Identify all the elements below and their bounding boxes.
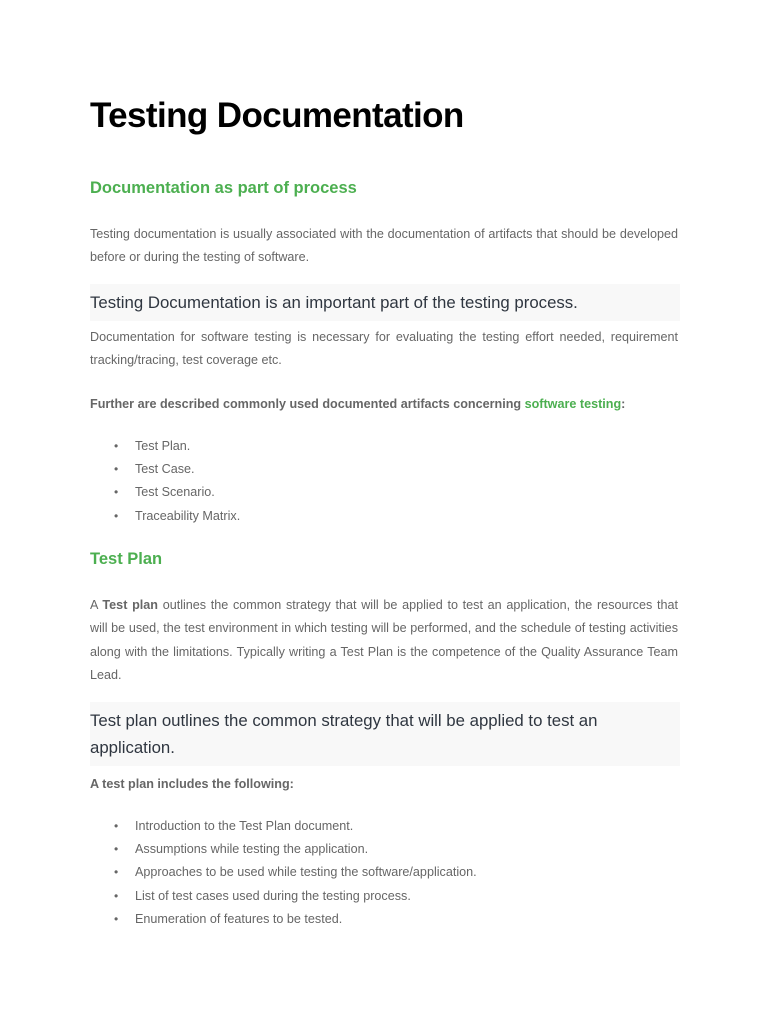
list-item: • Test Plan. [90, 435, 240, 458]
list-item: • Assumptions while testing the application. [90, 838, 477, 861]
list-item: • Test Case. [90, 458, 240, 481]
software-testing-link[interactable]: software testing [524, 397, 622, 411]
bullet-icon: • [114, 462, 119, 477]
intro-paragraph: Testing documentation is usually associated with the documentation of artifacts that should be developed before or during the testing of software. [90, 227, 678, 265]
section-heading-process: Documentation as part of process [90, 179, 357, 197]
list-item: • List of test cases used during the testing process. [90, 885, 477, 908]
bullet-icon: • [114, 485, 119, 500]
bullet-icon: • [114, 888, 119, 903]
artifacts-list [90, 435, 240, 528]
list-item: • Introduction to the Test Plan document. [90, 815, 477, 838]
purpose-paragraph: Documentation for software testing is necessary for evaluating the testing effort needed, requirement tracking/tracing, test coverage etc. [90, 330, 678, 368]
callout-test-plan: Test plan outlines the common strategy that will be applied to test an application. [90, 702, 680, 766]
bullet-icon: • [114, 842, 119, 857]
bullet-icon: • [114, 911, 119, 926]
test-plan-paragraph: A Test plan outlines the common strategy that will be applied to test an application, the resources that will be used, the test environment in which testing will be performed, and the schedule of testing activities along with the limitations. Typically writing a Test Plan is the competence of the Quality Assurance Team Lead. [90, 598, 678, 682]
artifacts-intro: Further are described commonly used documented artifacts concerning software testing: [90, 397, 626, 411]
list-item: • Approaches to be used while testing the software/application. [90, 861, 477, 884]
list-item: • Test Scenario. [90, 481, 240, 504]
callout-importance: Testing Documentation is an important part of the testing process. [90, 284, 680, 321]
bullet-icon: • [114, 819, 119, 833]
includes-heading: A test plan includes the following: [90, 777, 294, 791]
list-item: • Enumeration of features to be tested. [90, 908, 477, 931]
page-title: Testing Documentation [90, 96, 464, 135]
list-item: • Traceability Matrix. [90, 505, 240, 528]
section-heading-test-plan: Test Plan [90, 550, 163, 568]
bullet-icon: • [114, 508, 119, 523]
bullet-icon: • [114, 865, 119, 880]
includes-list [90, 815, 477, 931]
bullet-icon: • [114, 439, 119, 453]
